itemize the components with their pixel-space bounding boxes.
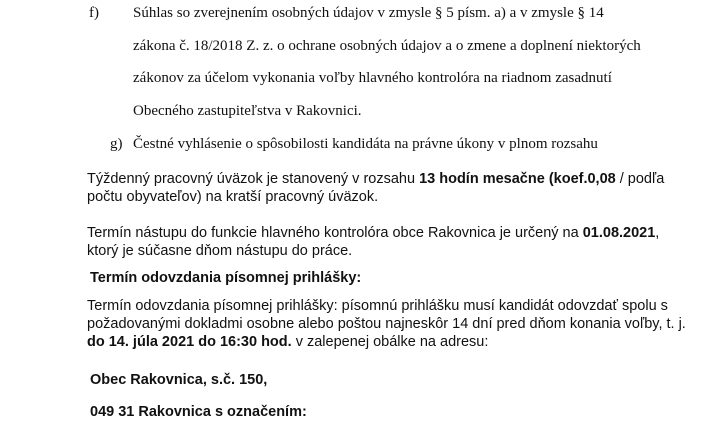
workload-text: Týždenný pracovný úväzok je stanovený v rozsahu bbox=[87, 171, 420, 187]
item-f-marker: f) bbox=[89, 5, 99, 21]
start-date: 01.08.2021 bbox=[582, 225, 656, 241]
start-line-1 bbox=[87, 224, 659, 242]
start-text-end: , bbox=[655, 225, 660, 241]
start-text: Termín nástupu do funkcie hlavného kontrolóra obce Rakovnica je určený na bbox=[87, 225, 583, 241]
deadline-line-1: Termín odovzdania písomnej prihlášky: písomnú prihlášku musí kandidát odovzdať spolu s bbox=[87, 298, 668, 314]
start-line-2: ktorý je súčasne dňom nástupu do práce. bbox=[87, 243, 353, 259]
workload-text-end: / podľa bbox=[615, 171, 665, 187]
item-f-line-4: Obecného zastupiteľstva v Rakovnici. bbox=[133, 103, 362, 119]
item-g-text: Čestné vyhlásenie o spôsobilosti kandidáta na právne úkony v plnom rozsahu bbox=[133, 136, 598, 152]
deadline-text-end: v zalepenej obálke na adresu: bbox=[291, 334, 489, 350]
deadline-line-3 bbox=[87, 333, 488, 351]
deadline-line-2: požadovanými dokladmi osobne alebo poštou najneskôr 14 dní pred dňom konania voľby, t. j. bbox=[87, 316, 686, 332]
item-f-line-2: zákona č. 18/2018 Z. z. o ochrane osobných údajov a o zmene a doplnení niektorých bbox=[133, 38, 641, 54]
item-f-line-3: zákonov za účelom vykonania voľby hlavného kontrolóra na riadnom zasadnutí bbox=[133, 70, 612, 86]
item-g-marker: g) bbox=[110, 136, 123, 152]
workload-line-1 bbox=[87, 170, 664, 188]
deadline-date: do 14. júla 2021 do 16:30 hod. bbox=[87, 334, 292, 350]
address-line-1: Obec Rakovnica, s.č. 150, bbox=[90, 372, 268, 388]
workload-line-2: počtu obyvateľov) na kratší pracovný úväzok. bbox=[87, 189, 379, 205]
deadline-heading: Termín odovzdania písomnej prihlášky: bbox=[90, 270, 362, 286]
workload-hours: 13 hodín mesačne (koef.0,08 bbox=[419, 171, 616, 187]
address-line-2: 049 31 Rakovnica s označením: bbox=[90, 404, 307, 420]
item-f-line-1: Súhlas so zverejnením osobných údajov v zmysle § 5 písm. a) a v zmysle § 14 bbox=[133, 5, 604, 21]
